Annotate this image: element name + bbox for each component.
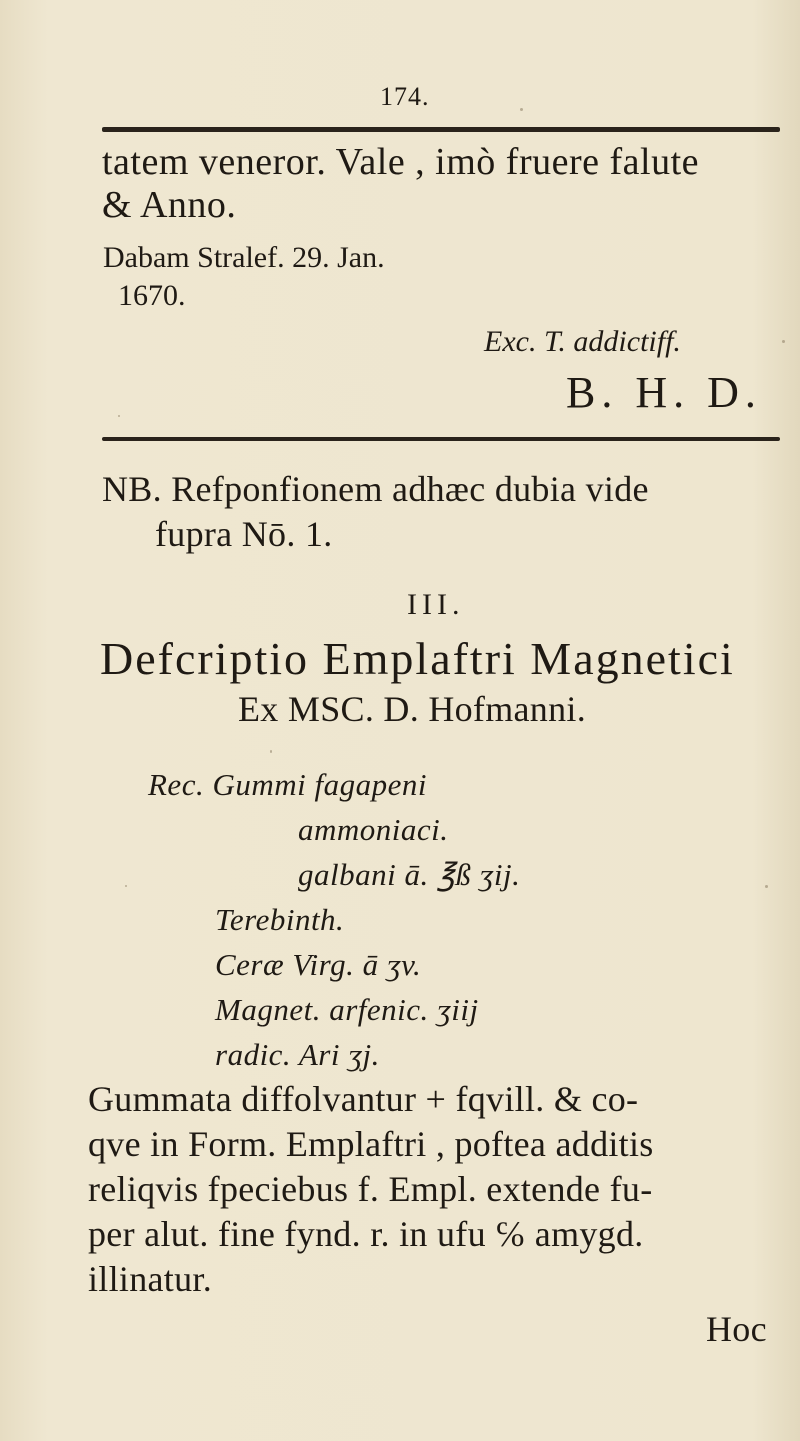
section-subtitle: Ex MSC. D. Hofmanni. xyxy=(238,689,586,729)
signature-initials: B. H. D. xyxy=(566,368,762,417)
paper-speck xyxy=(270,750,272,753)
nota-bene-line-2: fupra Nō. 1. xyxy=(155,514,333,554)
page-number: 174. xyxy=(380,82,430,111)
recipe-line-3: galbani ā. ℥ß ʒij. xyxy=(298,857,521,892)
nota-bene-line-1: NB. Refponfionem adhæc dubia vide xyxy=(102,469,649,509)
paper-speck xyxy=(765,885,768,888)
top-rule xyxy=(102,127,780,132)
letter-close-line-1: tatem veneror. Vale , imò fruere falute xyxy=(102,141,699,183)
sign-off-note: Exc. T. addictiff. xyxy=(484,325,681,358)
paper-speck xyxy=(520,108,523,111)
recipe-line-7: radic. Ari ʒj. xyxy=(215,1037,380,1072)
dateline-line-1: Dabam Stralef. 29. Jan. xyxy=(103,241,385,274)
recipe-line-5: Ceræ Virg. ā ʒv. xyxy=(215,947,422,982)
instructions-line-2: qve in Form. Emplaftri , poftea additis xyxy=(88,1124,654,1164)
instructions-line-3: reliqvis fpeciebus f. Empl. extende fu- xyxy=(88,1169,653,1209)
letter-close-line-2: & Anno. xyxy=(102,184,237,226)
recipe-line-1: Rec. Gummi fagapeni xyxy=(148,767,427,802)
paper-speck xyxy=(782,340,785,343)
catchword: Hoc xyxy=(706,1309,767,1349)
section-title: Defcriptio Emplaftri Magnetici xyxy=(100,633,735,684)
paper-speck xyxy=(125,885,127,887)
recipe-line-2: ammoniaci. xyxy=(298,812,449,847)
section-number: III. xyxy=(407,588,465,621)
instructions-line-1: Gummata diffolvantur + fqvill. & co- xyxy=(88,1079,639,1119)
recipe-line-4: Terebinth. xyxy=(215,902,345,937)
recipe-line-6: Magnet. arfenic. ʒiij xyxy=(215,992,479,1027)
middle-rule xyxy=(102,437,780,441)
dateline-line-2: 1670. xyxy=(118,279,186,312)
paper-speck xyxy=(118,415,120,417)
instructions-line-5: illinatur. xyxy=(88,1259,212,1299)
instructions-line-4: per alut. fine fynd. r. in ufu ℅ amygd. xyxy=(88,1214,644,1254)
